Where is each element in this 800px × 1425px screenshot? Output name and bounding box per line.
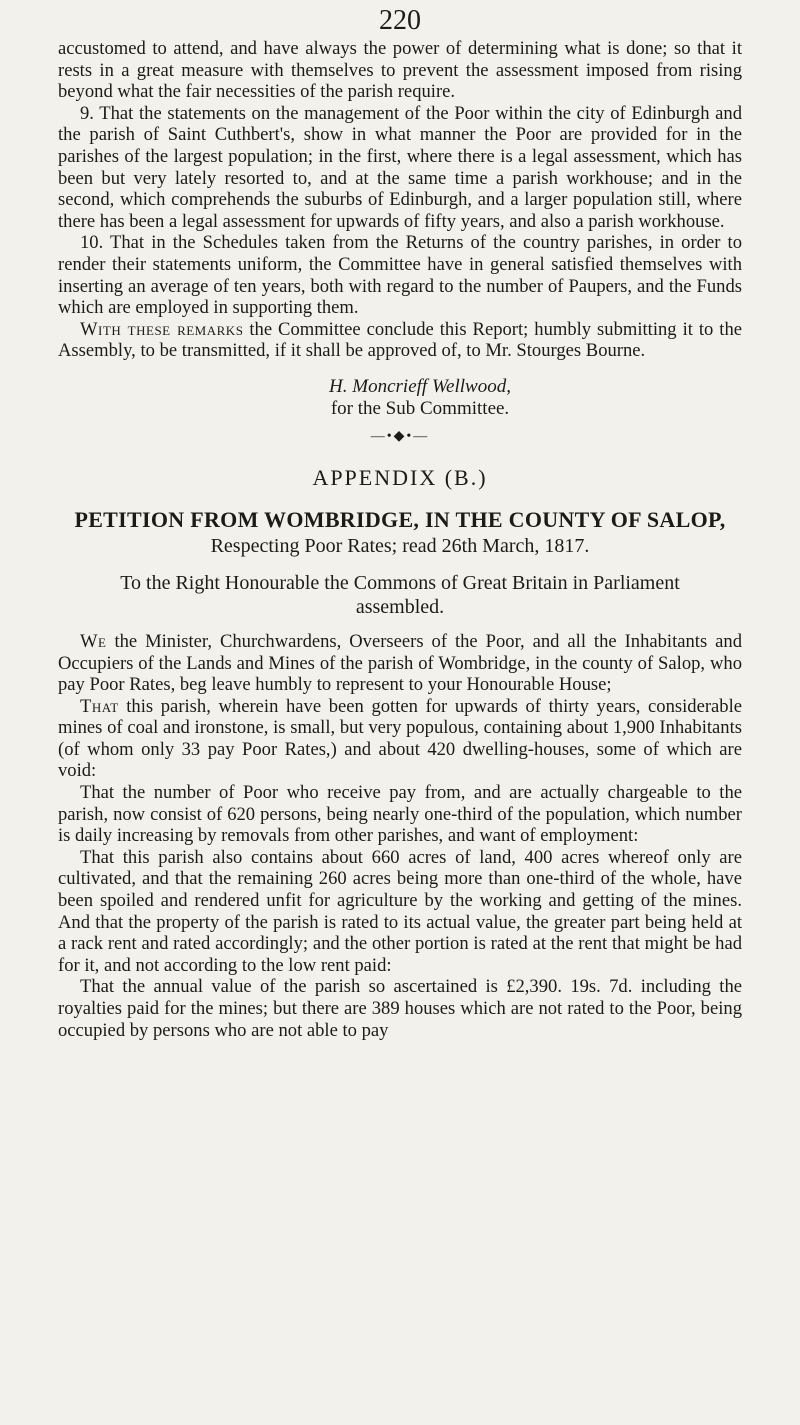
closing-lead: With these remarks xyxy=(80,318,244,340)
petition-paragraph-2 xyxy=(58,696,742,782)
petition-text-2: this parish, wherein have been gotten for upwards of thirty years, considerable mines of coal and ironstone, is small, but very populous, containing about 1,900 Inhabitants (of whom only 33 pay Poor Rates,) and about 420 dwelling-houses, some of which are void: xyxy=(58,695,742,782)
petition-paragraph-3: That the number of Poor who receive pay from, and are actually chargeable to the parish, now consist of 620 persons, being nearly one-third of the population, which number is daily increasing by removals from other parishes, and want of employment: xyxy=(58,782,742,847)
petition-paragraph-1 xyxy=(58,631,742,696)
petition-paragraph-4: That this parish also contains about 660 acres of land, 400 acres whereof only are cultivated, and that the remaining 260 acres being more than one-third of the whole, have been spoiled and rendered unfit for agriculture by the working and getting of the mines. And that the property of the parish is rated to its actual value, the greater part being held at a rack rent and rated accordingly; and the other portion is rated at the rent that might be had for it, and not according to the low rent paid: xyxy=(58,846,742,976)
paragraph-9: 9. That the statements on the management of the Poor within the city of Edinburgh and the parish of Saint Cuthbert's, show in what manner the Poor are provided for in the parishes of the largest population; in the first, where there is a legal assessment, which has been but very lately resorted to, and at the same time a parish workhouse; and in the second, which comprehends the suburbs of Edinburgh, and a larger population still, where there has been a legal assessment for upwards of fifty years, and also a parish workhouse. xyxy=(58,102,742,232)
paragraph-10: 10. That in the Schedules taken from the Returns of the country parishes, in order to render their statements uniform, the Committee have in general satisfied themselves with inserting an average of ten years, both with regard to the number of Paupers, and the Funds which are employed in supporting them. xyxy=(58,232,742,319)
signature-role: for the Sub Committee. xyxy=(330,397,510,419)
paragraph-continued: accustomed to attend, and have always the power of determining what is done; so that it rests in a great measure with themselves to prevent the assessment imposed from rising beyond what the fair necessities of the parish require. xyxy=(58,38,742,103)
petition-title: PETITION FROM WOMBRIDGE, IN THE COUNTY OF SALOP, xyxy=(74,506,726,532)
page-number: 220 xyxy=(379,5,421,36)
signature-name: H. Moncrieff Wellwood, xyxy=(329,375,511,397)
closing-paragraph xyxy=(58,319,742,362)
petition-address: To the Right Honourable the Commons of Great Britain in Parliament assembled. xyxy=(120,571,680,618)
ornament-divider: —•◆•— xyxy=(370,428,430,444)
petition-lead-1: We xyxy=(80,630,107,652)
petition-lead-2: That xyxy=(80,695,119,717)
petition-subtitle: Respecting Poor Rates; read 26th March, 1817. xyxy=(210,534,590,557)
petition-paragraph-5: That the annual value of the parish so ascertained is £2,390. 19s. 7d. including the royalties paid for the mines; but there are 389 houses which are not rated to the Poor, being occupied by persons who are not able to pay xyxy=(58,976,742,1041)
signature-block xyxy=(58,376,742,420)
closing-text: the Committee conclude this Report; humbly submitting it to the Assembly, to be transmitted, if it shall be approved of, to Mr. Stourges Bourne. xyxy=(58,318,742,362)
petition-text-1: the Minister, Churchwardens, Overseers of the Poor, and all the Inhabitants and Occupiers of the Lands and Mines of the parish of Wombridge, in the county of Salop, who pay Poor Rates, beg leave humbly to represent to your Honourable House; xyxy=(58,630,742,696)
appendix-heading: APPENDIX (B.) xyxy=(312,464,488,490)
